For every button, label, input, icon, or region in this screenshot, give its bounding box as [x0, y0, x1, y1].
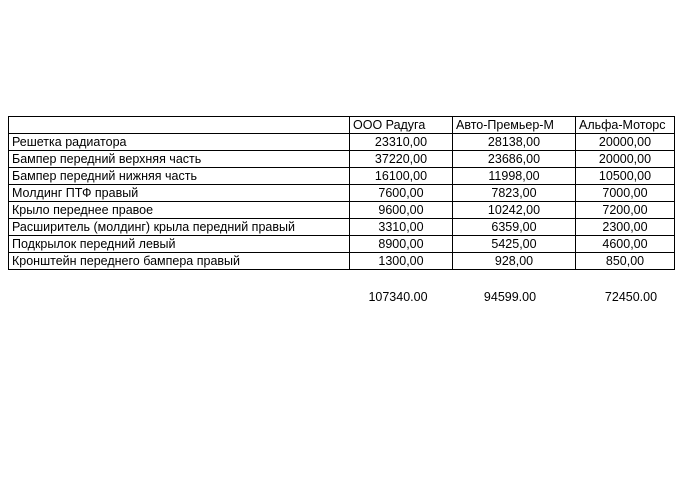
price-cell: 8900,00	[350, 236, 453, 253]
table-row	[9, 134, 675, 151]
header-supplier-alfa-motors: Альфа-Моторс	[576, 117, 675, 134]
price-cell: 850,00	[576, 253, 675, 270]
table-row	[9, 151, 675, 168]
total-alfa-motors: 72450.00	[604, 290, 658, 304]
price-cell: 20000,00	[576, 151, 675, 168]
price-cell: 28138,00	[453, 134, 576, 151]
table-row	[9, 219, 675, 236]
price-cell: 2300,00	[576, 219, 675, 236]
part-name: Бампер передний нижняя часть	[9, 168, 350, 185]
price-cell: 37220,00	[350, 151, 453, 168]
part-name: Подкрылок передний левый	[9, 236, 350, 253]
price-cell: 6359,00	[453, 219, 576, 236]
header-corner-cell	[9, 117, 350, 134]
price-cell: 7823,00	[453, 185, 576, 202]
price-cell: 23310,00	[350, 134, 453, 151]
price-cell: 10500,00	[576, 168, 675, 185]
part-name: Решетка радиатора	[9, 134, 350, 151]
price-cell: 11998,00	[453, 168, 576, 185]
price-cell: 7200,00	[576, 202, 675, 219]
part-name: Бампер передний верхняя часть	[9, 151, 350, 168]
part-name: Молдинг ПТФ правый	[9, 185, 350, 202]
price-comparison-table	[8, 116, 675, 270]
total-avto-premier: 94599.00	[483, 290, 537, 304]
total-raduga: 107340.00	[368, 290, 428, 304]
price-cell: 7000,00	[576, 185, 675, 202]
part-name: Крыло переднее правое	[9, 202, 350, 219]
header-supplier-raduga: ООО Радуга	[350, 117, 453, 134]
table-row	[9, 236, 675, 253]
price-cell: 4600,00	[576, 236, 675, 253]
price-cell: 1300,00	[350, 253, 453, 270]
price-cell: 10242,00	[453, 202, 576, 219]
price-cell: 9600,00	[350, 202, 453, 219]
price-cell: 20000,00	[576, 134, 675, 151]
price-cell: 928,00	[453, 253, 576, 270]
header-supplier-avto-premier: Авто-Премьер-М	[453, 117, 576, 134]
price-cell: 7600,00	[350, 185, 453, 202]
table-row	[9, 202, 675, 219]
part-name: Расширитель (молдинг) крыла передний правый	[9, 219, 350, 236]
table-row	[9, 253, 675, 270]
part-name: Кронштейн переднего бампера правый	[9, 253, 350, 270]
price-cell: 16100,00	[350, 168, 453, 185]
table-row	[9, 168, 675, 185]
table-row	[9, 185, 675, 202]
price-cell: 5425,00	[453, 236, 576, 253]
price-cell: 23686,00	[453, 151, 576, 168]
header-row	[9, 117, 675, 134]
price-cell: 3310,00	[350, 219, 453, 236]
